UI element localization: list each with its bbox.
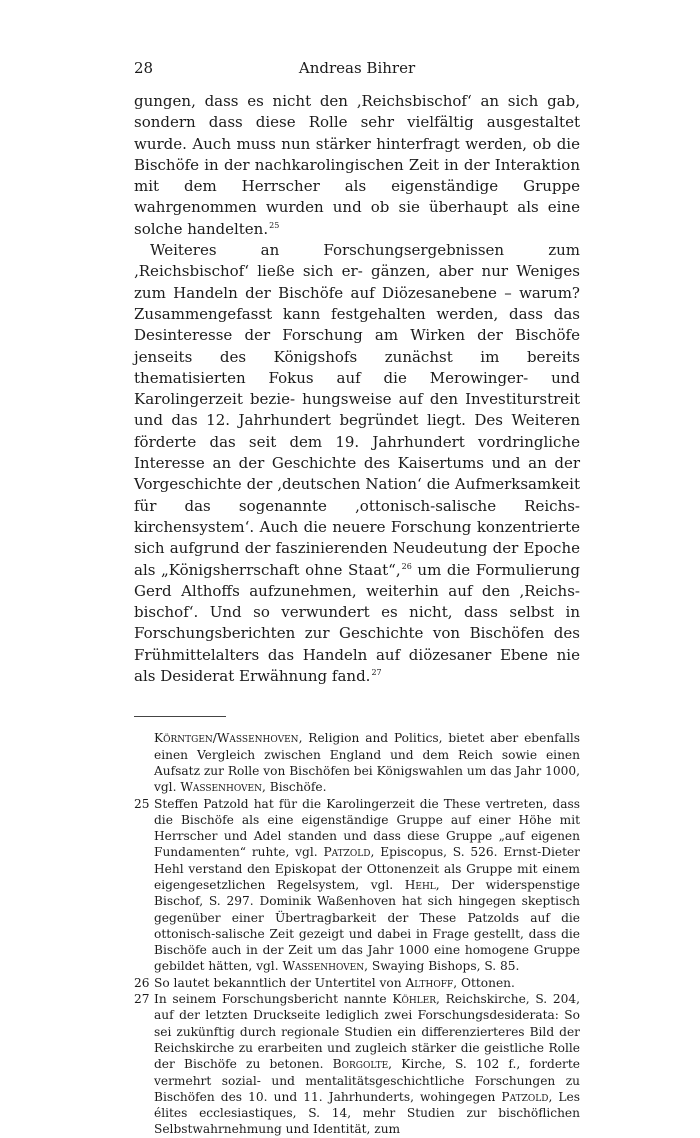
main-text <box>134 91 580 687</box>
footnote-number: 26 <box>134 975 150 990</box>
footnote-ref-26[interactable]: 26 <box>401 561 412 571</box>
footnote-number: 27 <box>134 992 150 1007</box>
cited-author: Wassenhoven <box>180 780 263 795</box>
text-line: gänzen, aber nur Weniges zum Handeln der Bischöfe auf Diözesanebene – <box>134 262 580 302</box>
footnote-continuation <box>134 730 580 795</box>
text-line: bischof‘. Und so verwundert es nicht, dass selbst in Forschungsberichten zur <box>134 603 580 643</box>
running-header <box>134 56 580 80</box>
cited-author: Körntgen <box>154 731 213 746</box>
text-line: Ebene nie als Desiderat Erwähnung fand. <box>134 645 580 686</box>
slash: / <box>212 731 217 746</box>
footnote-27 <box>134 991 580 1138</box>
text-line: hungsweise auf den Investiturstreit und das 12. Jahrhundert begründet liegt. <box>134 390 580 430</box>
cited-author: Borgolte <box>332 1057 389 1072</box>
footnote-text: , Bischöfe. <box>262 780 327 795</box>
text-line: Des Weiteren förderte das seit dem 19. Jahrhundert vordringliche Interesse <box>134 411 580 473</box>
text-line: faszinierenden Neudeutung der Epoche als „Königsherrschaft ohne Staat“, <box>134 539 580 579</box>
page-number: 28 <box>134 59 154 77</box>
footnote-text: So lautet bekanntlich der Untertitel von <box>154 975 406 990</box>
footnote-26 <box>134 975 580 991</box>
text-line: um die Formulierung Gerd Althoffs aufzunehmen, weiterhin auf den ‚Reichs- <box>134 560 580 600</box>
cited-author: Patzold <box>323 845 371 860</box>
text-line: Geschichte von Bischöfen des Frühmittelalters das Handeln auf diözesaner <box>134 624 580 664</box>
text-line: mit dem Herrscher als eigenständige Gruppe wahrgenommen wurden und <box>134 177 580 217</box>
cited-author: Wassenhoven <box>216 731 299 746</box>
footnote-body <box>154 796 580 975</box>
book-page <box>134 56 580 1138</box>
footnote-text: , Kirche, S. 102 f., forderte vermehrt sozial- und mentalitätsgeschichtliche Forschungen zu Bischöfen des 10. und 11. Jahrhunderts, wohingegen <box>154 1057 580 1104</box>
paragraph-2 <box>134 240 580 687</box>
text-line: Nation‘ die Aufmerksamkeit für das sogenannte ‚ottonisch-salische Reichs- <box>134 475 580 515</box>
footnote-text: Steffen Patzold hat für die Karolingerzeit die These vertreten, dass die Bischöfe als eine eigenständige Gruppe auf einer Höhe mit Herrscher und Adel standen und dass diese Gruppe „auf eigenen Fundamenten“ ruhte, vgl. <box>154 796 580 860</box>
text-line: werden, ob die Bischöfe in der nachkarolingischen Zeit in der Interaktion <box>134 134 580 174</box>
footnote-separator <box>134 716 226 717</box>
text-line: warum? Zusammengefasst kann festgehalten werden, dass das Desinteresse <box>134 283 580 345</box>
footnote-text: , Ottonen. <box>453 975 515 990</box>
footnote-text: In seinem Forschungsbericht nannte <box>154 992 393 1007</box>
footnote-ref-27[interactable]: 27 <box>371 668 382 678</box>
footnote-number: 25 <box>134 796 150 811</box>
footnote-25 <box>134 796 580 975</box>
footnote-text: , Episcopus, S. 526. Ernst-Dieter Hehl verstand den Episkopat der Ottonenzeit als Gruppe mit einem eigengesetzlichen Regelsystem, vgl. <box>154 845 581 892</box>
footnote-ref-25[interactable]: 25 <box>269 220 280 230</box>
footnote-body <box>154 975 580 991</box>
text-line: gungen, dass es nicht den ‚Reichsbischof‘ an sich gab, sondern dass diese <box>134 92 580 132</box>
cited-author: Köhler <box>392 992 436 1007</box>
footnote-body <box>154 991 580 1138</box>
footnote-text: , Der widerspenstige Bischof, S. 297. Dominik Waßenhoven hat sich hingegen skeptisch gegenüber einer Übertragbarkeit der These Patzolds auf die ottonisch-salische Zeit gezeigt und dabei in Frage gestellt, dass die Bischöfe auch in der Zeit um das Jahr 1000 eine homogene Gruppe gebildet hätten, vgl. <box>154 877 580 974</box>
text-line: an der Geschichte des Kaisertums und an der Vorgeschichte der ‚deutschen <box>134 454 580 494</box>
footnote-text: , Swaying Bishops, S. 85. <box>364 959 520 974</box>
cited-author: Wassenhoven <box>282 959 365 974</box>
text-line: Rolle sehr vielfältig ausgestaltet wurde. Auch muss nun stärker hinterfragt <box>134 113 580 153</box>
text-line: Weiteres an Forschungsergebnissen zum ‚Reichsbischof‘ ließe sich er- <box>134 241 580 281</box>
paragraph-1 <box>134 91 580 240</box>
text-line: ob sie überhaupt als eine solche handelten. <box>134 198 580 238</box>
cited-author: Patzold <box>501 1089 549 1104</box>
footnote-text: , Reichskirche, S. 204, auf der letzten Druckseite lediglich zwei Forschungsdesiderata: So sei zukünftig durch regionale Studien ein differenzierteres Bild der Reichskirche zu erarbeiten und zugleich stärker die geistliche Rolle der Bischöfe zu betonen. <box>154 992 580 1072</box>
running-head-author: Andreas Bihrer <box>298 59 416 77</box>
text-line: der Forschung am Wirken der Bischöfe jenseits des Königshofs zunächst im <box>134 326 580 366</box>
text-line: bereits thematisierten Fokus auf die Merowinger- und Karolingerzeit bezie- <box>134 347 580 409</box>
footnotes <box>134 730 580 1137</box>
footnote-text: , Religion and Politics, bietet aber ebenfalls einen Vergleich zwischen England und dem Reich sowie einen Aufsatz zur Rolle von Bischöfen bei Königswahlen um das Jahr 1000, vgl. <box>154 731 580 795</box>
text-line: kirchensystem‘. Auch die neuere Forschung konzentrierte sich aufgrund der <box>134 517 580 558</box>
footnote-text: , Les élites ecclesiastiques, S. 14, mehr Studien zur bischöflichen Selbstwahrnehmung und Identität, zum <box>154 1089 580 1137</box>
cited-author: Hehl <box>404 877 436 892</box>
cited-author: Althoff <box>405 975 454 990</box>
